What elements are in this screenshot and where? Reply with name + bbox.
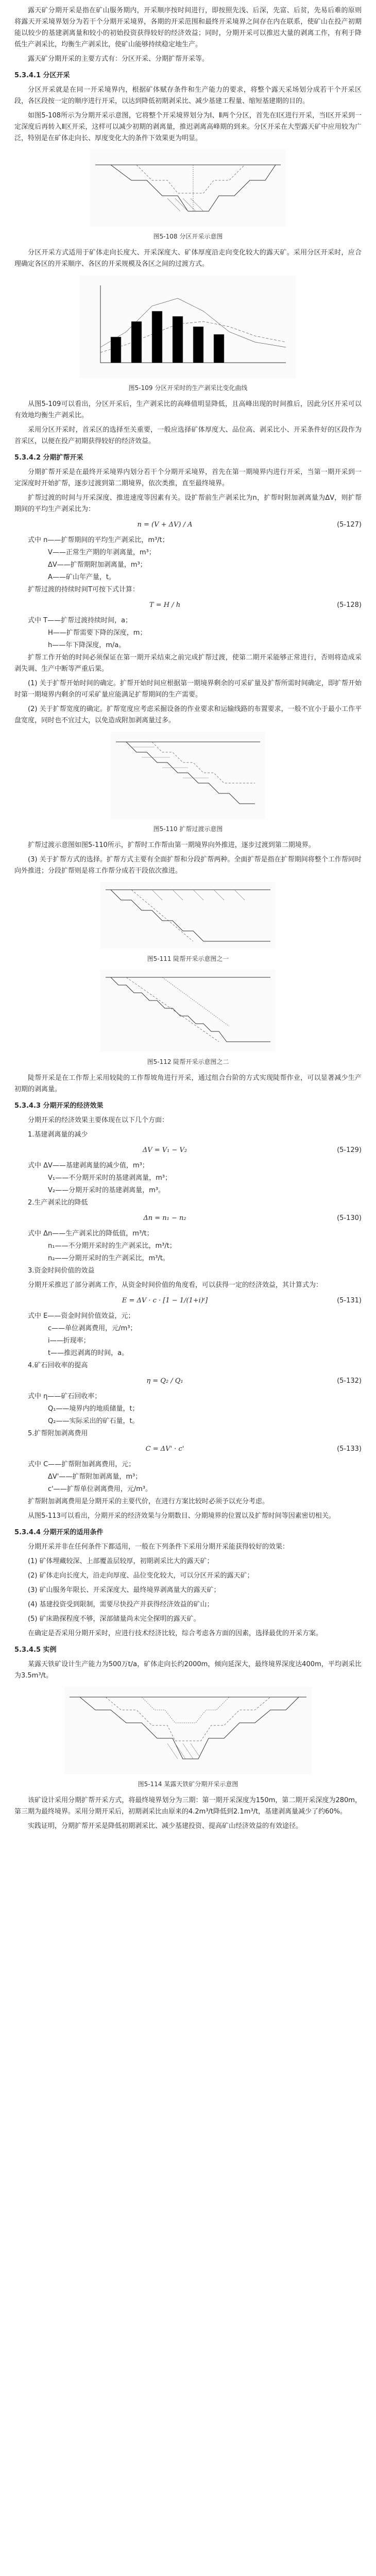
list-item: (3) 矿山服务年限长、开采深度大、最终境界剥离量大的露天矿； bbox=[28, 1586, 220, 1594]
combined-benches bbox=[111, 977, 270, 1042]
body-paragraph: 分区开采就是在同一开采境界内，根据矿体赋存条件和生产能力的要求，将整个露天采场划分成若干个开采区段，各区段按一定的顺序进行开采，以达到降低初期剥采比、减少基建工程量、缩短基建期的目的。 bbox=[14, 86, 362, 105]
body-paragraph: 该矿设计采用分期扩帮开采方式，将最终境界划分为三期：第一期开采深度为150m，第二期开采深度为280m，第三期为最终境界。采用分期开采后，初期剥采比由原来的4.2m³/t降低到2.1m³/t，基建剥离量减少了约60%。 bbox=[14, 1797, 362, 1816]
equation-where: 式中 n——扩帮期间的平均生产剥采比，m³/t； bbox=[28, 536, 169, 544]
equation-definition: Q₁——境界内的地质储量，t； bbox=[48, 1405, 139, 1413]
equation bbox=[14, 1213, 362, 1224]
equation-number: (5-131) bbox=[337, 1297, 362, 1304]
body-paragraph: 采用分区开采时，首采区的选择至关重要，一般应选择矿体厚度大、品位高、剥采比小、开采条件好的区段作为首采区，以便在投产初期获得较好的经济效益。 bbox=[14, 426, 362, 445]
stage-one-boundary bbox=[142, 1697, 229, 1723]
equation-where: 式中 ΔV——基建剥离量的减少值，m³； bbox=[28, 1162, 149, 1170]
figure-caption: 图5-108 分区开采示意图 bbox=[153, 233, 223, 240]
equation-definition: V₂——分期开采时的基建剥离量，m³。 bbox=[48, 1187, 165, 1194]
ore-body-hatch bbox=[167, 198, 203, 211]
equation bbox=[14, 1376, 362, 1387]
list-heading: 5.扩帮附加剥离费用 bbox=[28, 1430, 88, 1437]
equation-formula: E = ΔV · c · [1 − 1/(1+i)ᵗ] bbox=[122, 1297, 208, 1304]
equation-formula: T = H / h bbox=[149, 601, 181, 609]
figure-steep-slope-2 bbox=[14, 970, 362, 1052]
equation-number: (5-129) bbox=[337, 1146, 362, 1154]
section-heading: 5.3.4.4 分期开采的适用条件 bbox=[14, 1529, 104, 1536]
body-paragraph: 扩帮过渡的持续时间T可按下式计算： bbox=[28, 586, 139, 594]
list-item: (4) 基建投资受到限制，需要尽快投产并获得经济效益的矿山； bbox=[28, 1601, 214, 1608]
list-item: (2) 矿体走向长度大，沿走向厚度、品位变化较大，可以分区开采的露天矿； bbox=[28, 1572, 254, 1580]
section-heading: 5.3.4.3 分期开采的经济效果 bbox=[14, 1102, 104, 1110]
stripping-bars bbox=[111, 311, 224, 363]
stage-two-boundary bbox=[106, 1697, 270, 1741]
working-slope bbox=[111, 890, 270, 941]
body-paragraph: (3) 关于扩帮方式的选择。扩帮方式主要有全面扩帮和分段扩帮两种。全面扩帮是指在扩帮期间将整个工作帮同时向外推进；分段扩帮则是将工作帮分成若干段依次推进。 bbox=[14, 856, 362, 875]
equation-definition: i——折现率； bbox=[48, 1337, 90, 1345]
body-paragraph: (1) 关于扩帮开始时间的确定。扩帮开始时间应根据第一期境界剩余的可采矿量及扩帮所需时间确定，即扩帮开始时第一期境界内剩余的可采矿量应能满足扩帮期间的生产需要。 bbox=[14, 680, 362, 699]
equation bbox=[14, 600, 362, 611]
body-paragraph: 分区开采方式适用于矿体走向长度大、开采深度大、矿体厚度沿走向变化较大的露天矿。采用分区开采时，应合理确定各区的开采顺序、各区的开采规模及各区之间的过渡方式。 bbox=[14, 249, 362, 268]
stage-slope-line bbox=[162, 977, 229, 1026]
expansion-transition-diagram bbox=[111, 732, 265, 819]
equation-where: 式中 η——矿石回收率； bbox=[28, 1393, 101, 1400]
equation-where: 式中 C——扩帮附加剥离费用，元； bbox=[28, 1461, 135, 1468]
staged-mining-diagram bbox=[90, 149, 286, 227]
equation-definition: h——年下降深度，m/a。 bbox=[48, 641, 126, 649]
figure-caption: 图5-109 分区开采时的生产剥采比变化曲线 bbox=[128, 384, 248, 392]
equation-definition: Q₂——实际采出的矿石量，t。 bbox=[48, 1417, 139, 1425]
iron-mine-stages-diagram bbox=[64, 1687, 312, 1774]
equation-definition: n₁——不分期开采时的生产剥采比，m³/t； bbox=[48, 1242, 176, 1250]
equation-definition: n₂——分期开采时的生产剥采比，m³/t。 bbox=[48, 1255, 169, 1262]
list-heading: 4.矿石回收率的提高 bbox=[28, 1362, 88, 1369]
equation-formula: Δn = n₁ − n₂ bbox=[143, 1214, 186, 1222]
overall-slope-line bbox=[126, 977, 219, 1042]
body-paragraph: 实践证明，分期扩帮开采是降低初期剥采比、减少基建投资、提高矿山经济效益的有效途径。 bbox=[28, 1822, 303, 1830]
body-paragraph: 扩帮附加剥离费用是分期开采的主要代价，在进行方案比较时必须予以充分考虑。 bbox=[28, 1498, 269, 1505]
stage-one-boundary bbox=[136, 165, 245, 193]
figure-staged-mining bbox=[14, 149, 362, 227]
stripping-ratio-chart bbox=[80, 275, 296, 378]
steep-slope-diagram-2 bbox=[100, 970, 276, 1052]
final-boundary bbox=[80, 1697, 299, 1759]
section-heading: 5.3.4.2 分期扩帮开采 bbox=[14, 454, 83, 462]
section-heading: 5.3.4.1 分区开采 bbox=[14, 72, 70, 79]
body-paragraph: 扩帮过渡示意图如图5-110所示，扩帮时工作帮由第一期境界向外推进，逐步过渡到第二期境界。 bbox=[28, 841, 315, 849]
body-paragraph: 扩帮工作开始的时间必须保证在第一期开采结束之前完成扩帮过渡，使第二期开采能够正常进行，否则将造成采剥失调、生产中断等严重后果。 bbox=[14, 654, 362, 673]
equation-definition: A——矿山年产量，t。 bbox=[48, 573, 115, 581]
list-item: (1) 矿体埋藏较深、上部覆盖层较厚，初期剥采比大的露天矿； bbox=[28, 1557, 214, 1565]
figure-steep-slope-1 bbox=[14, 882, 362, 949]
final-slope bbox=[126, 742, 255, 804]
body-paragraph: 分期扩帮开采是在最终开采境界内划分若干个分期开采境界，首先在第一期境界内进行开采，当第一期开采到一定深度时开始扩帮，逐步过渡到第二期境界，依次类推，直至最终境界。 bbox=[14, 468, 362, 487]
equation bbox=[14, 1145, 362, 1156]
ore-body-hatch bbox=[167, 1743, 199, 1759]
list-heading: 2.生产剥采比的降低 bbox=[28, 1199, 88, 1207]
equation-where: 式中 E——资金时间价值效益，元； bbox=[28, 1312, 135, 1320]
equation-definition: V——正常生产期的年剥离量，m³； bbox=[48, 549, 156, 556]
equation-number: (5-132) bbox=[337, 1377, 362, 1385]
equation bbox=[14, 1444, 362, 1455]
rock-hatch bbox=[152, 890, 245, 900]
body-paragraph: 从图5-113可以看出，分期开采的经济效果与分期数目、分期境界的位置以及扩帮时间等因素密切相关。 bbox=[28, 1512, 335, 1520]
body-paragraph: 扩帮过渡的时间与开采深度、推进速度等因素有关。设扩帮前生产剥采比为n，扩帮时附加剥离量为ΔV，则扩帮期间的平均生产剥采比为： bbox=[14, 494, 362, 513]
equation-definition: c'——扩帮单位剥离费用，元/m³。 bbox=[48, 1485, 152, 1493]
list-heading: 3.资金时间价值的效益 bbox=[28, 1267, 95, 1275]
equation-definition: ΔV——扩帮期附加剥离量，m³； bbox=[48, 561, 147, 569]
body-paragraph: 分期开采并非在任何条件下都适用，一般在下列条件下采用分期开采能获得较好的效果： bbox=[28, 1543, 289, 1551]
steep-slope-diagram-1 bbox=[100, 882, 276, 949]
equation-formula: n = (V + ΔV) / A bbox=[137, 521, 193, 529]
equation-definition: H——扩帮需要下降的深度，m； bbox=[48, 629, 147, 637]
figure-caption: 图5-114 某露天铁矿分期开采示意图 bbox=[138, 1781, 238, 1788]
figure-caption: 图5-111 陡帮开采示意图之一 bbox=[147, 955, 229, 962]
section-heading: 5.3.4.5 实例 bbox=[14, 1646, 57, 1654]
figure-iron-mine-stages bbox=[14, 1687, 362, 1774]
figure-stripping-ratio-curve bbox=[14, 275, 362, 378]
figure-caption: 图5-112 陡帮开采示意图之二 bbox=[147, 1058, 229, 1065]
figure-caption: 图5-110 扩帮过渡示意图 bbox=[153, 825, 223, 833]
equation-formula: ΔV = V₁ − V₂ bbox=[142, 1146, 187, 1154]
expansion-zone-hatch bbox=[131, 747, 209, 778]
intro-paragraph: 露天矿分期开采是指在矿山服务期内，开采顺序按时间进行，即按照先浅、后深，先富、后贫，先易后难的原则将露天开采境界划分为若干个分期开采境界，各期的开采范围和最终开采境界之间存在内在联系，使矿山在投产初期能以较少的基建剥离量和较小的初始投资获得较好的经济效益；同时，分期开采可以推迟大量的剥离工作，有利于降低生产剥采比，均衡生产剥采比，使矿山能够持续稳定地生产。 bbox=[14, 7, 362, 48]
body-paragraph: 在确定是否采用分期开采时，应进行技术经济比较，综合考虑各方面的因素，选择最优的开采方案。 bbox=[28, 1630, 323, 1637]
slope-angle-line bbox=[131, 890, 193, 941]
equation-definition: V₁——不分期开采时的基建剥离量，m³； bbox=[48, 1174, 172, 1182]
equation-where: 式中 Δn——生产剥采比的降低值，m³/t； bbox=[28, 1230, 153, 1238]
body-paragraph: 如图5-108所示为分期开采示意图，它将整个开采境界划分为Ⅰ、Ⅱ两个分区，首先在Ⅰ区进行开采，当Ⅰ区开采到一定深度后再转入Ⅱ区开采，这样可以减少初期的剥离量，推迟剥离高峰期的到来。分区开采在大型露天矿中应用较为广泛，特别是在矿体走向长、厚度变化大的条件下效果更为明显。 bbox=[14, 112, 362, 142]
equation-number: (5-130) bbox=[337, 1214, 362, 1222]
equation-number: (5-128) bbox=[337, 601, 362, 609]
body-paragraph: 陡帮开采是在工作帮上采用较陡的工作帮坡角进行开采，通过组合台阶的方式实现陡帮作业，可以显著减少生产初期的剥离量。 bbox=[14, 1074, 362, 1093]
body-paragraph: (2) 关于扩帮宽度的确定。扩帮宽度应考虑采掘设备的作业要求和运输线路的布置要求，一般不宜小于最小工作平盘宽度，同时也不宜过大，以免造成附加剥离量过多。 bbox=[14, 705, 362, 724]
equation-formula: C = ΔV' · c' bbox=[145, 1445, 184, 1453]
body-paragraph: 分期开采的经济效果主要体现在以下几个方面： bbox=[28, 1116, 169, 1124]
equation-definition: ΔV'——扩帮附加剥离量，m³； bbox=[48, 1473, 142, 1481]
body-paragraph: 某露天铁矿设计生产能力为500万t/a，矿体走向长约2000m，倾向延深大，最终境界深度达400m，平均剥采比为3.5m³/t。 bbox=[14, 1660, 362, 1680]
equation-number: (5-133) bbox=[337, 1445, 362, 1453]
equation-where: 式中 T——扩帮过渡持续时间，a； bbox=[28, 617, 132, 624]
list-heading: 1.基建剥离量的减少 bbox=[28, 1131, 88, 1139]
equation-number: (5-127) bbox=[337, 521, 362, 529]
body-paragraph: 分期开采推迟了部分剥离工作，从资金时间价值的角度看，可以获得一定的经济效益，其计算式为： bbox=[28, 1281, 323, 1289]
equation-formula: η = Q₂ / Q₁ bbox=[146, 1377, 183, 1385]
equation bbox=[14, 1295, 362, 1307]
figure-expansion-transition bbox=[14, 732, 362, 819]
list-item: (5) 矿床勘探程度不够，深部储量尚未完全探明的露天矿。 bbox=[28, 1615, 200, 1623]
equation bbox=[14, 519, 362, 531]
body-paragraph: 从图5-109可以看出，分区开采后，生产剥采比的高峰值明显降低，且高峰出现的时间推后，因此分区开采可以有效地均衡生产剥采比。 bbox=[14, 400, 362, 419]
equation-definition: t——推迟剥离的时间，a。 bbox=[48, 1349, 129, 1357]
equation-definition: c——单位剥离费用，元/m³； bbox=[48, 1325, 137, 1332]
intro-paragraph: 露天矿分期开采的主要方式有：分区开采、分期扩帮开采等。 bbox=[28, 55, 209, 63]
